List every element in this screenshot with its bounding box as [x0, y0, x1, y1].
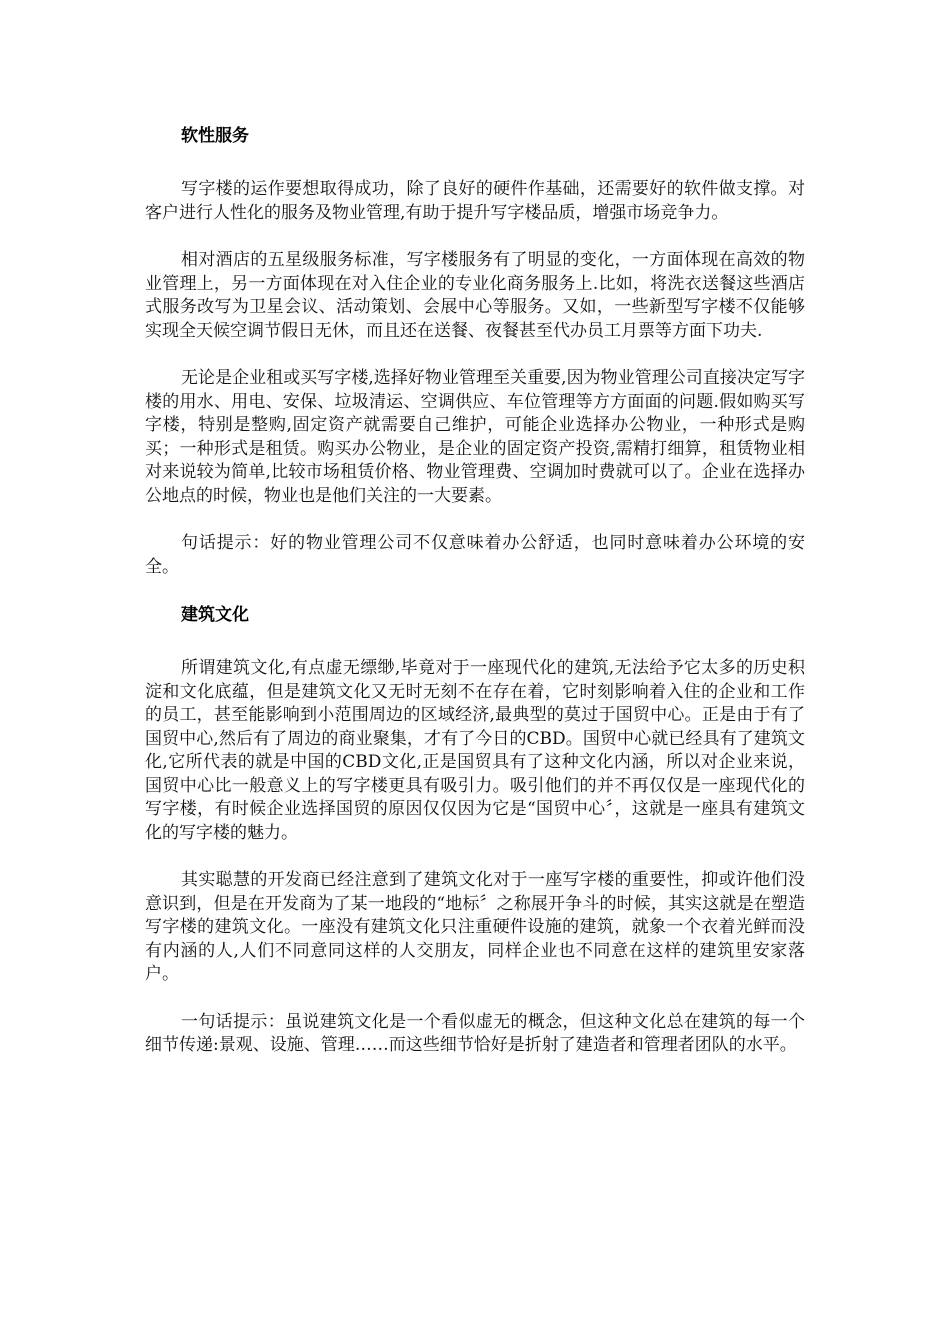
paragraph: 相对酒店的五星级服务标准，写字楼服务有了明显的变化，一方面体现在高效的物业管理上，另一方面体现在对入住企业的专业化商务服务上.比如，将洗衣送餐这些酒店式服务改写为卫星会议、活动策划、会展中心等服务。又如，一些新型写字楼不仅能够实现全天候空调节假日无休，而且还在送餐、夜餐甚至代办员工月票等方面下功夫. [145, 250, 805, 341]
document-body [145, 124, 805, 1082]
paragraph: 写字楼的运作要想取得成功，除了良好的硬件作基础，还需要好的软件做支撑。对客户进行人性化的服务及物业管理,有助于提升写字楼品质，增强市场竞争力。 [145, 179, 805, 223]
tip-paragraph: 一句话提示：虽说建筑文化是一个看似虚无的概念，但这种文化总在建筑的每一个细节传递:景观、设施、管理……而这些细节恰好是折射了建造者和管理者团队的水平。 [145, 1011, 805, 1055]
section-heading-architecture-culture: 建筑文化 [181, 605, 249, 625]
tip-paragraph: 句话提示：好的物业管理公司不仅意味着办公舒适，也同时意味着办公环境的安全。 [145, 533, 805, 577]
paragraph: 无论是企业租或买写字楼,选择好物业管理至关重要,因为物业管理公司直接决定写字楼的用水、用电、安保、垃圾清运、空调供应、车位管理等方方面面的问题.假如购买写字楼，特别是整购,固定资产就需要自己维护，可能企业选择办公物业，一种形式是购买；一种形式是租赁。购买办公物业，是企业的固定资产投资,需精打细算，租赁物业相对来说较为简单,比较市场租赁价格、物业管理费、空调加时费就可以了。企业在选择办公地点的时候，物业也是他们关注的一大要素。 [145, 368, 805, 506]
paragraph: 其实聪慧的开发商已经注意到了建筑文化对于一座写字楼的重要性，抑或许他们没意识到，但是在开发商为了某一地段的“地标〞之称展开争斗的时候，其实这就是在塑造写字楼的建筑文化。一座没有建筑文化只注重硬件设施的建筑，就象一个衣着光鲜而没有内涵的人,人们不同意同这样的人交朋友，同样企业也不同意在这样的建筑里安家落户。 [145, 870, 805, 984]
paragraph: 所谓建筑文化,有点虚无缥缈,毕竟对于一座现代化的建筑,无法给予它太多的历史积淀和文化底蕴，但是建筑文化又无时无刻不在存在着，它时刻影响着入住的企业和工作的员工，甚至能影响到小范围周边的区域经济,最典型的莫过于国贸中心。正是由于有了国贸中心,然后有了周边的商业聚集，才有了今日的CBD。国贸中心就已经具有了建筑文化,它所代表的就是中国的CBD文化,正是国贸具有了这种文化内涵，所以对企业来说，国贸中心比一般意义上的写字楼更具有吸引力。吸引他们的并不再仅仅是一座现代化的写字楼，有时候企业选择国贸的原因仅仅因为它是“国贸中心〞，这就是一座具有建筑文化的写字楼的魅力。 [145, 658, 805, 843]
section-heading-soft-service: 软性服务 [181, 126, 249, 146]
